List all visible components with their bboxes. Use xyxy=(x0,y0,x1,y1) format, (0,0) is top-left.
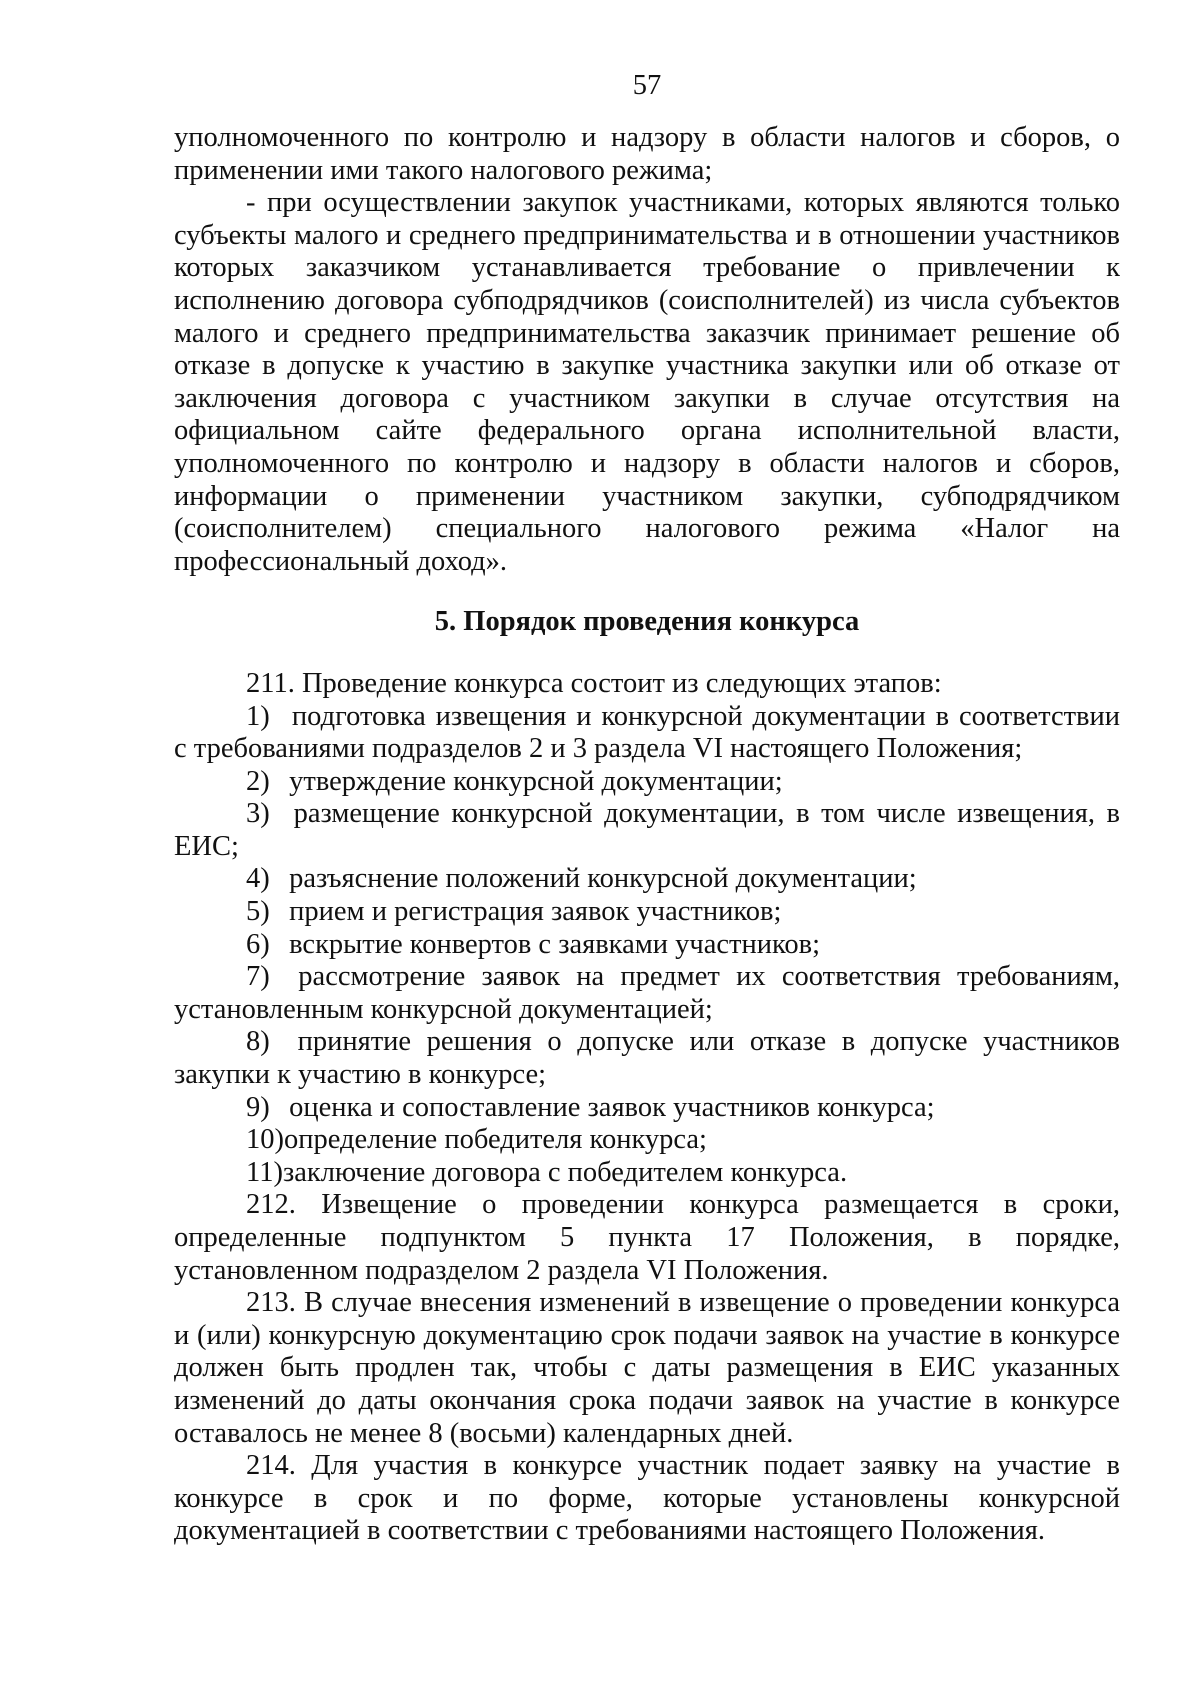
list-item-number: 2) xyxy=(246,765,270,797)
list-item xyxy=(174,701,1120,766)
list-item-text: подготовка извещения и конкурсной документации в соответствии с требованиями подразделов 2 и 3 раздела VI настоящего Положения; xyxy=(174,700,1121,765)
list-item-number: 10) xyxy=(246,1124,284,1156)
list-item-number: 6) xyxy=(246,928,270,960)
list-item xyxy=(174,863,1120,896)
list-item xyxy=(174,1092,1120,1125)
list-item-number: 5) xyxy=(246,896,270,928)
list-item-number: 7) xyxy=(246,961,270,993)
list-item-number: 8) xyxy=(246,1026,270,1058)
list-item xyxy=(174,766,1120,799)
paragraph-213: 213. В случае внесения изменений в извещение о проведении конкурса и (или) конкурсную документацию срок подачи заявок на участие в конкурсе должен быть продлен так, чтобы с даты размещения в ЕИС указанных изменений до даты окончания срока подачи заявок на участие в конкурсе оставалось не менее 8 (восьми) календарных дней. xyxy=(174,1287,1120,1449)
list-item-text: принятие решения о допуске или отказе в допуске участников закупки к участию в конкурсе; xyxy=(174,1026,1121,1091)
continuation-paragraph: уполномоченного по контролю и надзору в области налогов и сборов, о применении ими такого налогового режима; xyxy=(174,122,1120,186)
paragraph-211: 211. Проведение конкурса состоит из следующих этапов: xyxy=(246,667,942,699)
paragraph-214: 214. Для участия в конкурсе участник подает заявку на участие в конкурсе в срок и по форме, которые установлены конкурсной документацией в соответствии с требованиями настоящего Положения. xyxy=(174,1450,1120,1547)
list-item-text: разъяснение положений конкурсной документации; xyxy=(289,863,917,895)
list-item-number: 11) xyxy=(246,1156,283,1188)
list-item xyxy=(174,1026,1120,1091)
list-item xyxy=(174,1157,1120,1190)
list-item-text: вскрытие конвертов с заявками участников; xyxy=(289,928,821,960)
list-item-text: оценка и сопоставление заявок участников конкурса; xyxy=(289,1091,935,1123)
list-item-text: определение победителя конкурса; xyxy=(284,1124,707,1156)
list-item-text: утверждение конкурсной документации; xyxy=(289,765,783,797)
list-item-number: 3) xyxy=(246,798,270,830)
list-item-text: прием и регистрация заявок участников; xyxy=(289,896,782,928)
page-number: 57 xyxy=(632,70,662,101)
list-item-number: 1) xyxy=(246,700,270,732)
list-item-number: 9) xyxy=(246,1091,270,1123)
list-item-number: 4) xyxy=(246,863,270,895)
list-item-text: размещение конкурсной документации, в том числе извещения, в ЕИС; xyxy=(174,798,1120,862)
list-item xyxy=(174,929,1120,962)
list-item-text: заключение договора с победителем конкурса. xyxy=(282,1156,848,1188)
paragraph-212: 212. Извещение о проведении конкурса размещается в сроки, определенные подпунктом 5 пункта 17 Положения, в порядке, установленном подразделом 2 раздела VI Положения. xyxy=(174,1189,1120,1286)
stages-list xyxy=(174,701,1120,1190)
bullet-paragraph: - при осуществлении закупок участниками, которых являются только субъекты малого и среднего предпринимательства и в отношении участников которых заказчиком устанавливается требование о привлечении к исполнению договора субподрядчиков (соисполнителей) из числа субъектов малого и среднего предпринимательства заказчик принимает решение об отказе в допуске к участию в закупке участника закупки или об отказе от заключения договора с участником закупки в случае отсутствия на официальном сайте федерального органа исполнительной власти, уполномоченного по контролю и надзору в области налогов и сборов, информации о применении участником закупки, субподрядчиком (соисполнителем) специального налогового режима «Налог на профессиональный доход». xyxy=(174,187,1120,577)
document-page xyxy=(174,66,1120,1548)
list-item xyxy=(174,798,1120,863)
list-item-text: рассмотрение заявок на предмет их соответствия требованиям, установленным конкурсной документацией; xyxy=(174,961,1121,1025)
section-heading: 5. Порядок проведения конкурса xyxy=(434,606,860,638)
list-item xyxy=(174,1124,1120,1157)
list-item xyxy=(174,961,1120,1026)
list-item xyxy=(174,896,1120,929)
